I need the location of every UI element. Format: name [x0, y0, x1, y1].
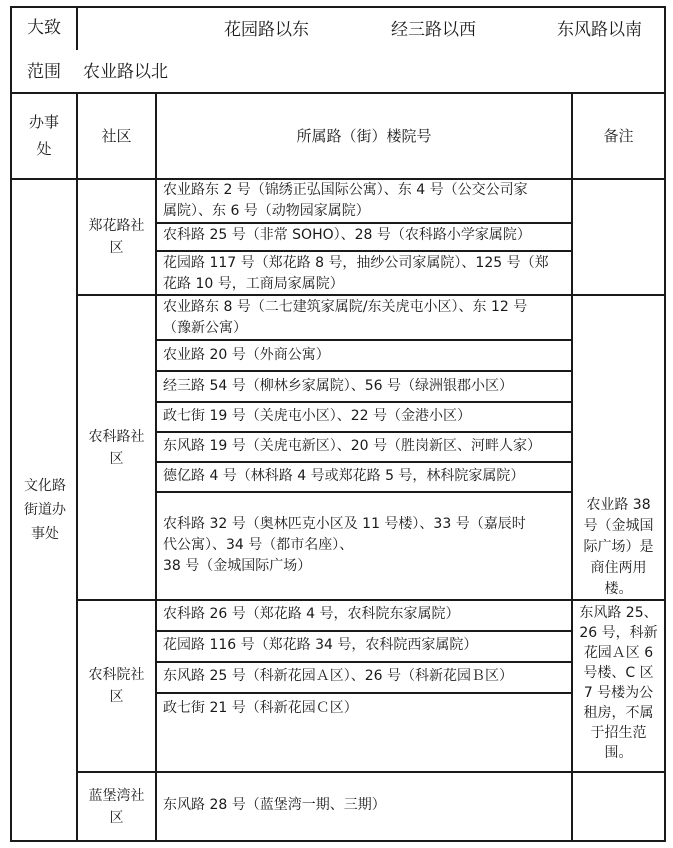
- boundary-east: 花园路以东: [224, 20, 309, 40]
- address-cell: 农科路 25 号（非常 SOHO）、28 号（农科路小学家属院）: [163, 227, 531, 243]
- community-name: 郑花路社区: [88, 218, 145, 256]
- address-cell: 农业路 20 号（外商公寓）: [163, 347, 330, 363]
- rule: [155, 661, 573, 663]
- scope-label-line1: 大致: [27, 18, 61, 38]
- office-name: 文化路街道办事处: [24, 478, 66, 542]
- address-cell: 德亿路 4 号（林科路 4 号或郑花路 5 号，林科院家属院）: [163, 468, 525, 484]
- column-header-note: 备注: [603, 127, 634, 145]
- note-cell: 东风路 25、 26 号，科新 花园Ａ区 6 号楼、C 区 7 号楼为公 租房，不属 于招生范 围。: [579, 605, 658, 761]
- address-cell: 东风路 19 号（关虎屯新区）、20 号（胜岗新区、河畔人家）: [163, 438, 541, 454]
- rule: [155, 630, 573, 632]
- column-header-community: 社区: [101, 127, 132, 145]
- office-name-cell: [18, 180, 72, 840]
- note-cell: 农业路 38 号（金城国 际广场）是 商住两用 楼。: [583, 497, 654, 597]
- boundary-west: 经三路以西: [391, 20, 476, 40]
- rule: [155, 222, 573, 224]
- rule: [155, 370, 573, 372]
- address-cell: 政七街 21 号（科新花园Ｃ区）: [163, 700, 358, 716]
- rule: [155, 250, 573, 252]
- address-cell: 农科路 26 号（郑花路 4 号，农科院东家属院）: [163, 606, 460, 622]
- column-header-address: 所属路（街）楼院号: [296, 127, 432, 145]
- rule: [155, 339, 573, 341]
- address-cell: 经三路 54 号（柳林乡家属院）、56 号（绿洲银郡小区）: [163, 378, 513, 394]
- address-cell: 花园路 117 号（郑花路 8 号，抽纱公司家属院）、125 号（郑 花路 10 号，工商局家属院）: [163, 255, 549, 292]
- scope-label: [12, 8, 76, 92]
- address-cell: 农业路东 8 号（二七建筑家属院/东关虎屯小区）、东 12 号 （豫新公寓）: [163, 299, 528, 336]
- rule: [155, 491, 573, 493]
- address-cell: 东风路 28 号（蓝堡湾一期、三期）: [163, 797, 386, 813]
- rule: [155, 692, 573, 694]
- address-cell: 政七街 19 号（关虎屯小区）、22 号（金港小区）: [163, 408, 471, 424]
- scope-label-line2: 范围: [27, 62, 61, 82]
- rule: [76, 6, 78, 50]
- address-cell: 农科路 32 号（奥林匹克小区及 11 号楼）、33 号（嘉辰时 代公寓）、34 号（都市名座）、 38 号（金城国际广场）: [163, 516, 526, 574]
- address-cell: 东风路 25 号（科新花园Ａ区）、26 号（科新花园Ｂ区）: [163, 668, 513, 684]
- community-name: 农科路社区: [88, 428, 145, 467]
- column-header-office: 办事处: [28, 113, 59, 158]
- rule: [76, 771, 666, 773]
- rule: [155, 431, 573, 433]
- address-cell: 农业路东 2 号（锦绣正弘国际公寓）、东 4 号（公交公司家 属院）、东 6 号（动物园家属院）: [163, 182, 528, 219]
- address-cell: 花园路 116 号（郑花路 34 号，农科院西家属院）: [163, 637, 478, 653]
- rule: [155, 461, 573, 463]
- rule: [10, 6, 12, 842]
- community-name: 农科院社区: [88, 667, 145, 705]
- rule: [664, 6, 666, 842]
- community-name: 蓝堡湾社区: [88, 787, 145, 826]
- boundary-north: 农业路以北: [83, 62, 168, 82]
- rule: [155, 401, 573, 403]
- rule: [10, 840, 666, 842]
- boundary-south: 东风路以南: [557, 20, 642, 40]
